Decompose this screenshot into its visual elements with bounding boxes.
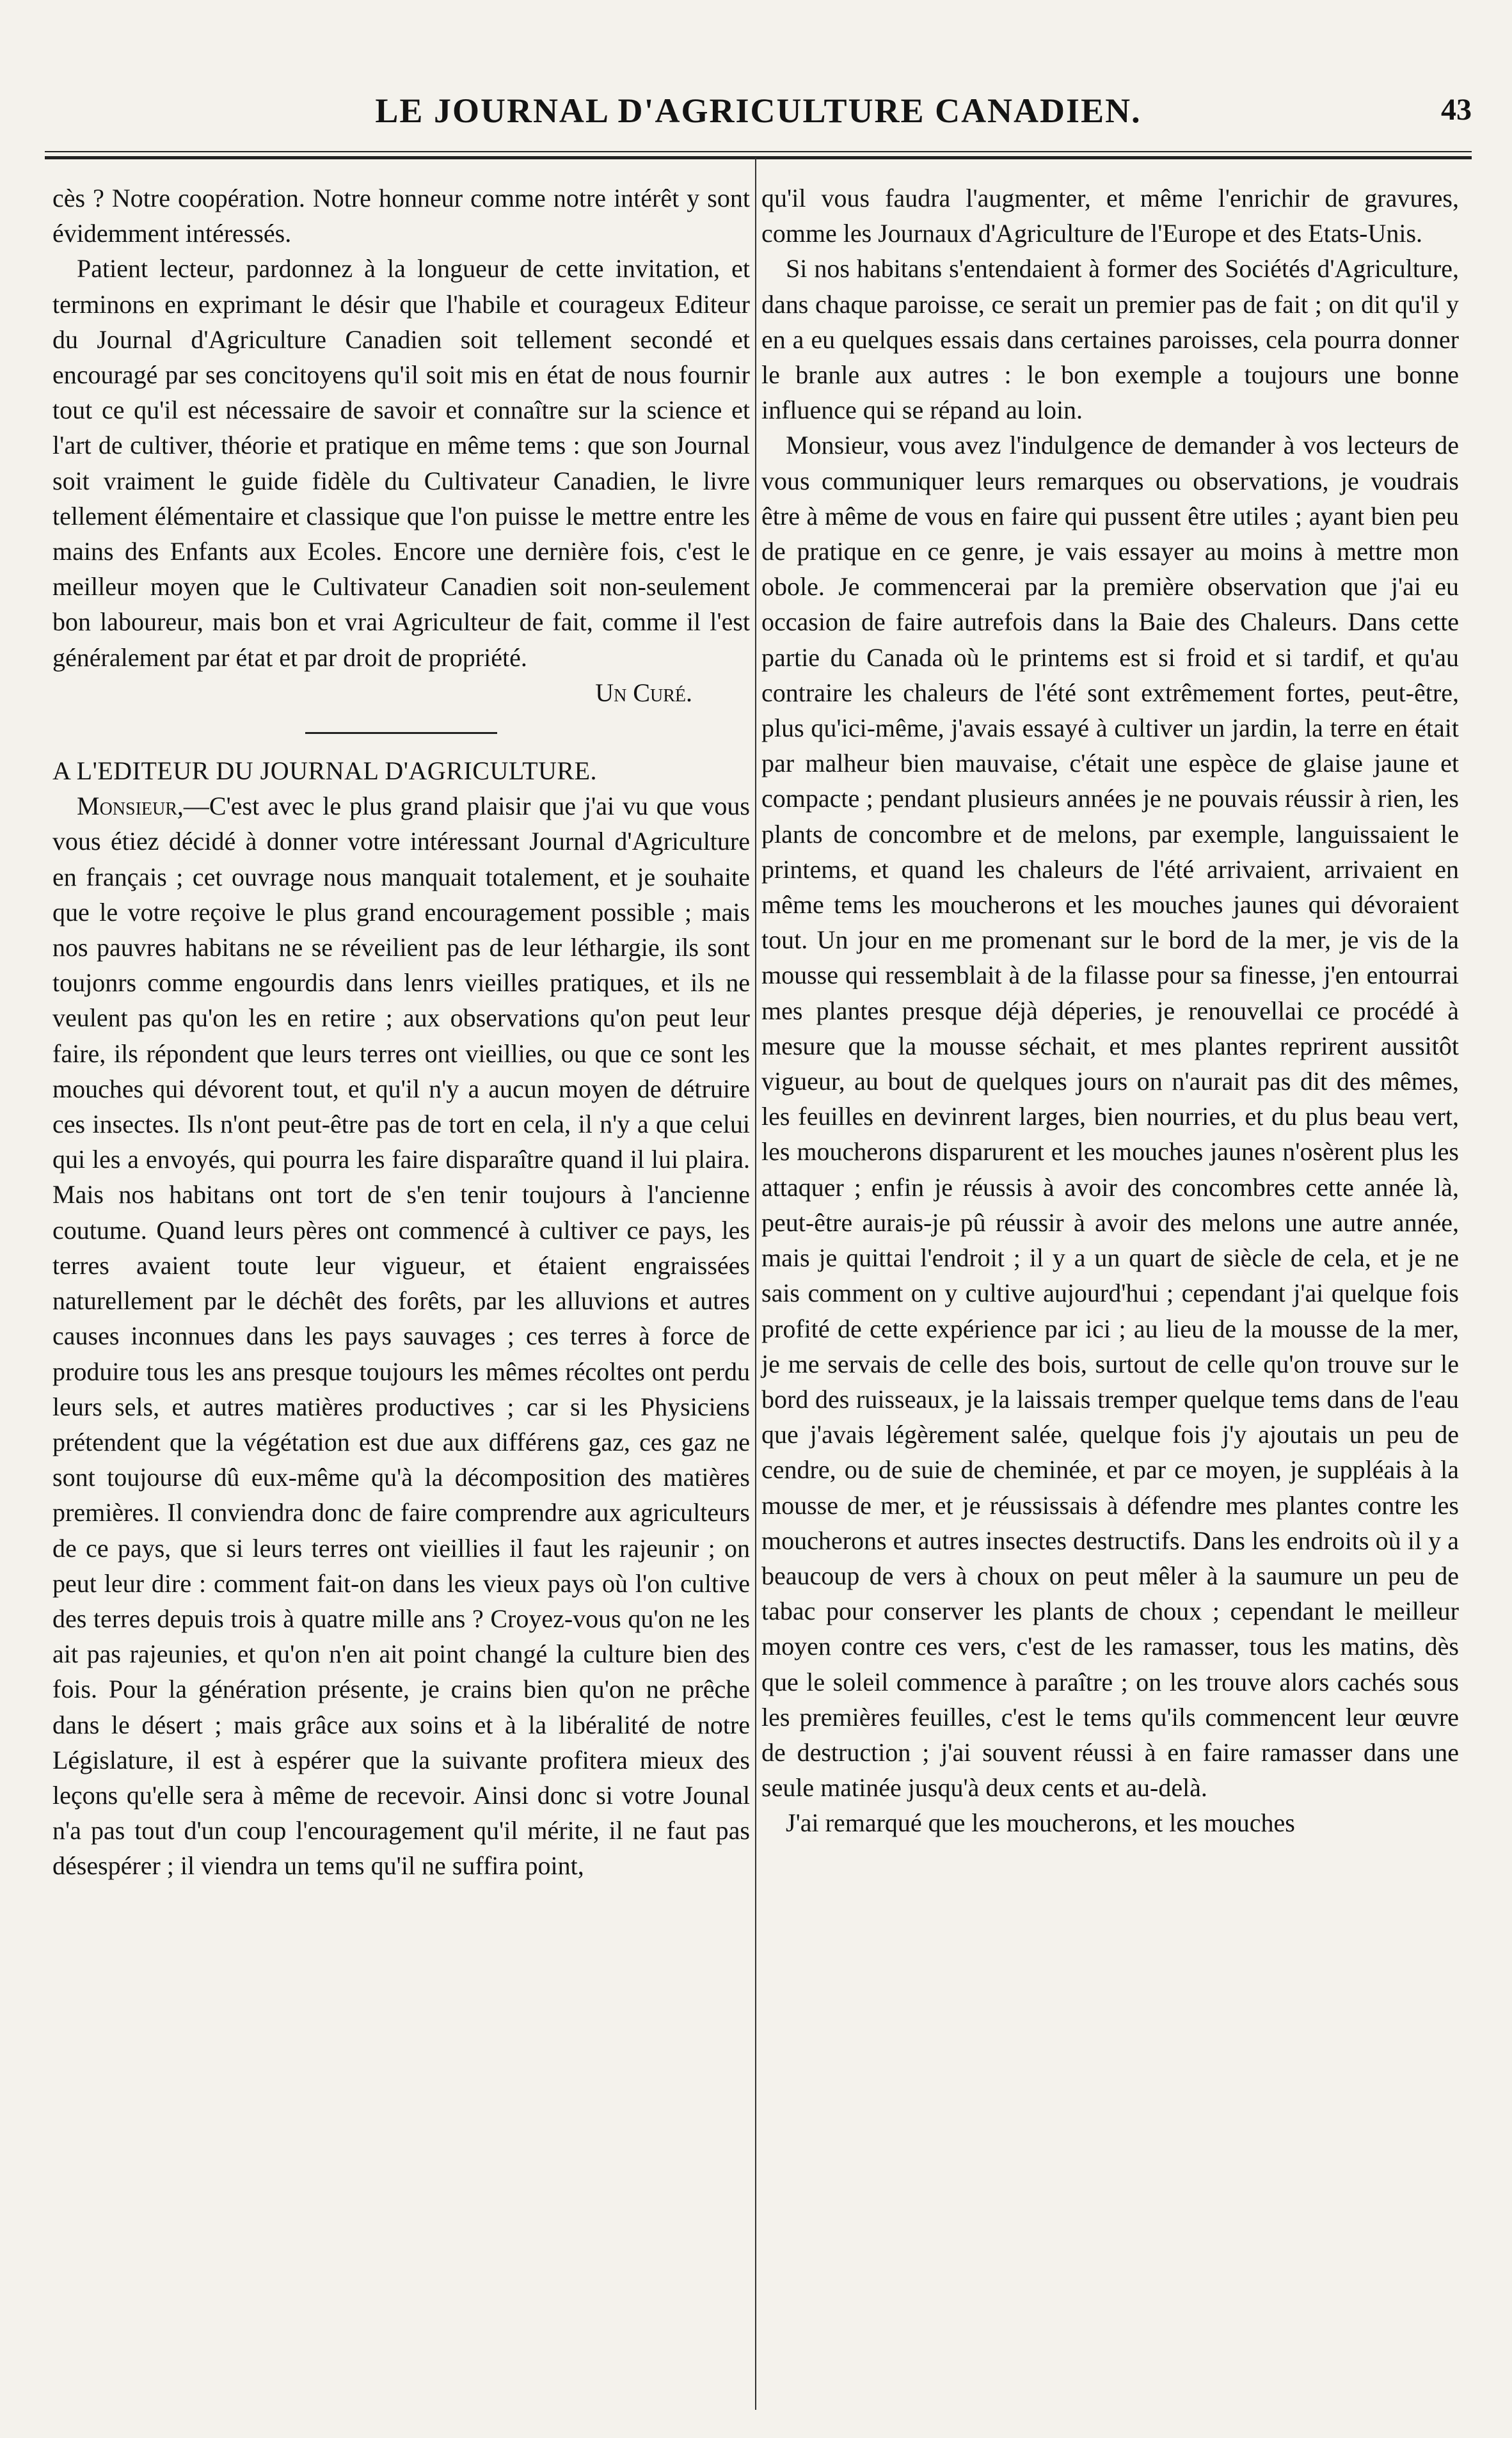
page-number: 43 — [1441, 93, 1472, 127]
paragraph — [52, 788, 750, 1883]
paragraph: cès ? Notre coopération. Notre honneur comme notre intérêt y sont évidemment intéressés. — [52, 184, 750, 248]
section-separator — [305, 732, 497, 734]
journal-title: LE JOURNAL D'AGRICULTURE CANADIEN. — [375, 92, 1142, 130]
column-divider — [755, 157, 756, 2410]
paragraph: Si nos habitans s'entendaient à former des Sociétés d'Agriculture, dans chaque paroisse, ce serait un premier pas de fait ; on dit qu'il y en a eu quelques essais dans certaines paroisses, cela pourra donner le branle aux autres : le bon exemple a toujours une bonne influence qui se répand au loin. — [761, 254, 1459, 425]
signature: Un Curé. — [595, 678, 692, 707]
header-rule-thick — [45, 156, 1472, 159]
salutation: Monsieur, — [77, 792, 184, 821]
paragraph: J'ai remarqué que les moucherons, et les mouches — [786, 1808, 1295, 1838]
letter-heading: A L'EDITEUR DU JOURNAL D'AGRICULTURE. — [52, 756, 598, 786]
paragraph: qu'il vous faudra l'augmenter, et même l'enrichir de gravures, comme les Journaux d'Agriculture de l'Europe et des Etats-Unis. — [761, 184, 1459, 248]
left-column — [52, 180, 750, 1884]
header-rule-thin — [45, 151, 1472, 152]
right-column — [761, 180, 1459, 1841]
running-header — [45, 82, 1472, 133]
paragraph: Monsieur, vous avez l'indulgence de demander à vos lecteurs de vous communiquer leurs remarques ou observations, je voudrais être à même de vous en faire qui pussent être utiles ; ayant bien peu de pratique en ce genre, je vais essayer au moins à mettre mon obole. Je commencerai par la première observation que j'ai eu occasion de faire autrefois dans la Baie des Chaleurs. Dans cette partie du Canada où le printems est si froid et si tardif, et qu'au contraire les chaleurs de l'été sont extrêmement fortes, peut-être, plus qu'ici-même, j'avais essayé à cultiver un jardin, la terre en était par malheur bien mauvaise, c'était une espèce de glaise jaune et compacte ; pendant plusieurs années je ne pouvais réussir à rien, les plants de concombre et de melons, par exemple, languissaient le printems, et quand les chaleurs de l'été arrivaient, arrivaient en même tems les moucherons et les mouches jaunes qui dévoraient tout. Un jour en me promenant sur le bord de la mer, je vis de la mousse qui ressemblait à de la filasse pour sa finesse, j'en entourrai mes plantes presque déjà déperies, je renouvellai ce procédé à mesure que la mousse séchait, et mes plantes reprirent aussitôt vigueur, au bout de quelques jours on n'aurait pas dit des mêmes, les feuilles en devinrent larges, bien nourries, et du plus beau vert, les moucherons disparurent et les mouches jaunes n'osèrent plus les attaquer ; enfin je réussis à avoir des concombres cette année là, peut-être aurais-je pû réussir à avoir des melons une autre année, mais je quittai l'endroit ; il y a un quart de siècle de cela, et je ne sais comment on y cultive aujourd'hui ; cependant j'ai quelque fois profité de cette expérience par ici ; au lieu de la mousse de la mer, je me servais de celle des bois, surtout de celle qu'on trouve sur le bord des ruisseaux, je la laissais tremper quelque tems dans de l'eau que j'avais légèrement salée, quelque fois j'y ajoutais un peu de cendre, ou de suie de cheminée, et par ce moyen, je suppléais à la mousse de mer, et je réussissais à défendre mes plantes contre les moucherons et autres insectes destructifs. Dans les endroits où il y a beaucoup de vers à choux on peut mêler à la saumure un peu de tabac pour conserver les plants de choux ; cependant le meilleur moyen contre ces vers, c'est de les ramasser, tous les matins, dès que le soleil commence à paraître ; on les trouve alors cachés sous les premières feuilles, c'est le tems qu'ils commencent leur œuvre de destruction ; j'ai souvent réussi à en faire ramasser dans une seule matinée jusqu'à deux cents et au-delà. — [761, 431, 1459, 1803]
paragraph-text: —C'est avec le plus grand plaisir que j'ai vu que vous vous étiez décidé à donner votre intéressant Journal d'Agriculture en français ; cet ouvrage nous manquait totalement, et je souhaite que le votre reçoive le plus grand encouragement possible ; mais nos pauvres habitans ne se réveilient pas de leur léthargie, ils sont toujonrs comme engourdis dans lenrs vieilles pratiques, et ils ne veulent pas qu'on les en retire ; aux observations qu'on peut leur faire, ils répondent que leurs terres ont vieillies, ou que ce sont les mouches qui dévorent tout, et qu'il n'y a aucun moyen de détruire ces insectes. Ils n'ont peut-être pas de tort en cela, il n'y a que celui qui les a envoyés, qui pourra les faire disparaître quand il lui plaira. Mais nos habitans ont tort de s'en tenir toujours à l'ancienne coutume. Quand leurs pères ont commencé à cultiver ce pays, les terres avaient toute leur vigueur, et étaient engraissées naturellement par le déchêt des forêts, par les alluvions et autres causes inconnues dans les pays sauvages ; ces terres à force de produire tous les ans presque toujours les mêmes récoltes ont perdu leurs sels, et autres matières productives ; car si les Physiciens prétendent que la végétation est due aux différens gaz, ces gaz ne sont toujourse dû eux-même qu'à la décomposition des matières premières. Il conviendra donc de faire comprendre aux agriculteurs de ce pays, que si leurs terres ont vieillies il faut les rajeunir ; on peut leur dire : comment fait-on dans les vieux pays où l'on cultive des terres depuis trois à quatre mille ans ? Croyez-vous qu'on ne les ait pas rajeunies, et qu'on n'en ait point changé la culture bien des fois. Pour la génération présente, je crains bien qu'on ne prêche dans le désert ; mais grâce aux soins et à la libéralité de notre Législature, il est à espérer que la suivante profitera mieux des leçons qu'elle sera à même de recevoir. Ainsi donc si votre Jounal n'a pas tout d'un coup l'encouragement qu'il mérite, il ne faut pas désespérer ; il viendra un tems qu'il ne suffira point, — [52, 792, 750, 1881]
paragraph: Patient lecteur, pardonnez à la longueur de cette invitation, et terminons en exprimant le désir que l'habile et courageux Editeur du Journal d'Agriculture Canadien soit tellement secondé et encouragé par ses concitoyens qu'il soit mis en état de nous fournir tout ce qu'il est nécessaire de savoir et connaître sur la science et l'art de cultiver, théorie et pratique en même tems : que son Journal soit vraiment le guide fidèle du Cultivateur Canadien, le livre tellement élémentaire et classique que l'on puisse le mettre entre les mains des Enfants aux Ecoles. Encore une dernière fois, c'est le meilleur moyen que le Cultivateur Canadien soit non-seulement bon laboureur, mais bon et vrai Agriculteur de fait, comme il l'est généralement par état et par droit de propriété. — [52, 254, 750, 672]
